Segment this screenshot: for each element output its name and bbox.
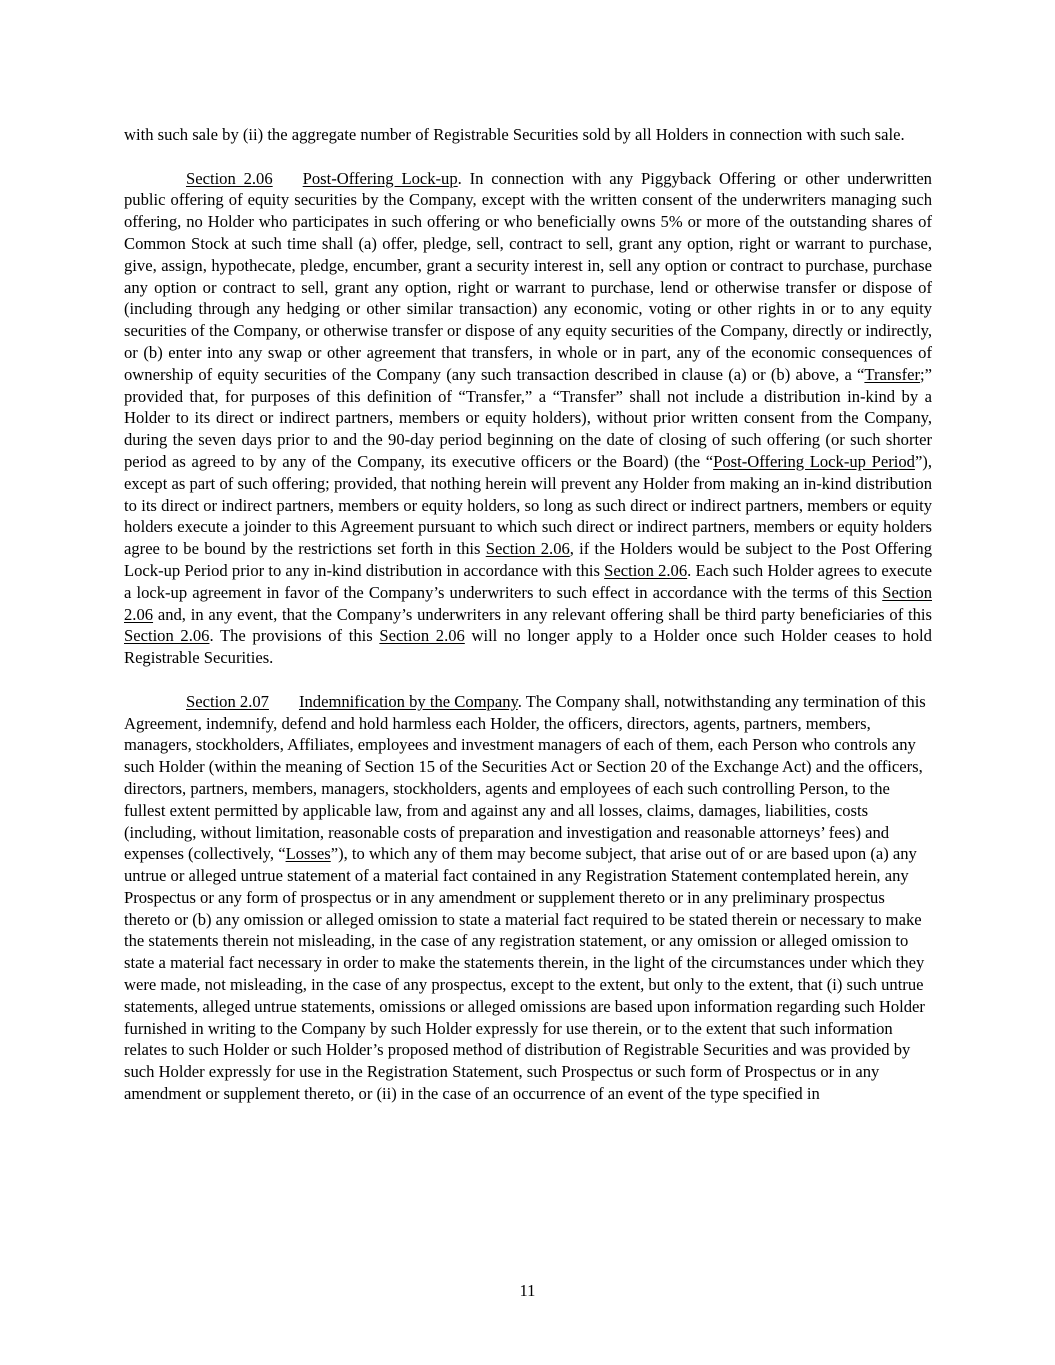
section-2-06-text: . Each such Holder agrees to execute a lock-up agreement in favor of the Company’s underwriters to such effect in accordance with the terms of this xyxy=(124,560,932,602)
section-2-07-paragraph xyxy=(124,691,932,1105)
defined-term-losses: Losses xyxy=(285,844,331,864)
section-2-06-reference: Section 2.06 xyxy=(124,626,210,646)
section-2-07-text: . The Company shall, notwithstanding any termination of this Agreement, indemnify, defend and hold harmless each Holder, the officers, directors, agents, partners, members, managers, stockholders, Affiliates, employees and investment managers of each of them, each Person who controls any such Holder (within the meaning of Section 15 of the Securities Act or Section 20 of the Exchange Act) and the officers, directors, partners, members, managers, stockholders, agents and employees of each such controlling Person, to the fullest extent permitted by applicable law, from and against any and all losses, claims, damages, liabilities, costs (including, without limitation, reasonable costs of preparation and investigation and reasonable attorneys’ fees) and expenses (collectively, “ xyxy=(124,691,926,864)
section-2-06-reference: Section 2.06 xyxy=(485,539,570,559)
section-2-06-text: ;” provided that, for purposes of this definition of “Transfer,” a “Transfer” shall not include a distribution in-kind by a Holder to its direct or indirect partners, members or equity holders), without prior written consent from the Company, during the seven days prior to and the 90-day period beginning on the date of closing of such offering (or such shorter period as agreed to by any of the Company, its executive officers or the Board) (the “ xyxy=(124,364,932,471)
section-2-07-heading: Indemnification by the Company xyxy=(298,691,518,711)
section-2-06-text: ”), except as part of such offering; provided, that nothing herein will prevent any Holder from making an in-kind distribution to its direct or indirect partners, members or equity holders, so long as such direct or indirect partners, members or equity holders execute a joinder to this Agreement pursuant to which such direct or indirect partners, members or equity holders agree to be bound by the restrictions set forth in this xyxy=(124,451,932,559)
section-2-06-reference: Section 2.06 xyxy=(604,560,688,580)
defined-term-lockup-period: Post-Offering Lock-up Period xyxy=(713,451,915,471)
section-2-06-number: Section 2.06 xyxy=(186,168,273,188)
section-2-07-number: Section 2.07 xyxy=(186,691,269,711)
section-2-06-reference: Section 2.06 xyxy=(379,626,465,646)
section-2-07-text: ”), to which any of them may become subject, that arise out of or are based upon (a) any untrue or alleged untrue statement of a material fact contained in any Registration Statement contemplated herein, any Prospectus or any form of prospectus or in any amendment or supplement thereto or in any preliminary prospectus thereto or (b) any omission or alleged omission to state a material fact required to be stated therein or necessary to make the statements therein not misleading, in the case of any registration statement, or any omission or alleged omission to state a material fact necessary in order to make the statements therein, in the light of the circumstances under which they were made, not misleading, in the case of any prospectus, except to the extent, but only to the extent, that (i) such untrue statements, alleged untrue statements, omissions or alleged omissions are based upon information regarding such Holder furnished in writing to the Company by such Holder expressly for use therein, or to the extent that such information relates to such Holder or such Holder’s proposed method of distribution of Registrable Securities and was provided by such Holder expressly for use in the Registration Statement, such Prospectus or such form of Prospectus or in any amendment or supplement thereto, or (ii) in the case of an occurrence of an event of the type specified in xyxy=(124,844,925,1104)
section-2-06-heading: Post-Offering Lock-up xyxy=(302,168,458,188)
section-2-06-text: . The provisions of this xyxy=(209,626,380,646)
defined-term-transfer: Transfer xyxy=(864,364,921,384)
section-2-06-reference: Section 2.06 xyxy=(124,582,932,624)
section-2-06-text: , if the Holders would be subject to the Post Offering Lock-up Period prior to any in-kind distribution in accordance with this xyxy=(124,539,932,580)
intro-paragraph: with such sale by (ii) the aggregate number of Registrable Securities sold by all Holders in connection with such sale. xyxy=(124,125,905,144)
section-2-06-text: . In connection with any Piggyback Offering or other underwritten public offering of equity securities by the Company, except with the written consent of the underwriters managing such offering, no Holder who participates in such offering or who beneficially owns 5% or more of the outstanding shares of Common Stock at such time shall (a) offer, pledge, sell, contract to sell, grant any option, right or warrant to purchase, give, assign, hypothecate, pledge, encumber, grant a security interest in, sell any option or contract to purchase, purchase any option or contract to sell, grant any option, right or warrant to purchase, lend or otherwise transfer or dispose of (including through any hedging or other similar transaction) any economic, voting or other rights in or to any equity securities of the Company, or otherwise transfer or dispose of any equity securities of the Company, directly or indirectly, or (b) enter into any swap or other agreement that transfers, in whole or in part, any of the economic consequences of ownership of equity securities of the Company (any such transaction described in clause (a) or (b) above, a “ xyxy=(124,168,932,384)
page-body xyxy=(124,124,932,1127)
section-2-06-text: will no longer apply to a Holder once such Holder ceases to hold Registrable Securities. xyxy=(124,626,932,668)
section-2-06-paragraph xyxy=(124,168,932,669)
section-2-06-text: and, in any event, that the Company’s underwriters in any relevant offering shall be third party beneficiaries of this xyxy=(153,604,932,624)
page-number: 11 xyxy=(519,1281,536,1300)
